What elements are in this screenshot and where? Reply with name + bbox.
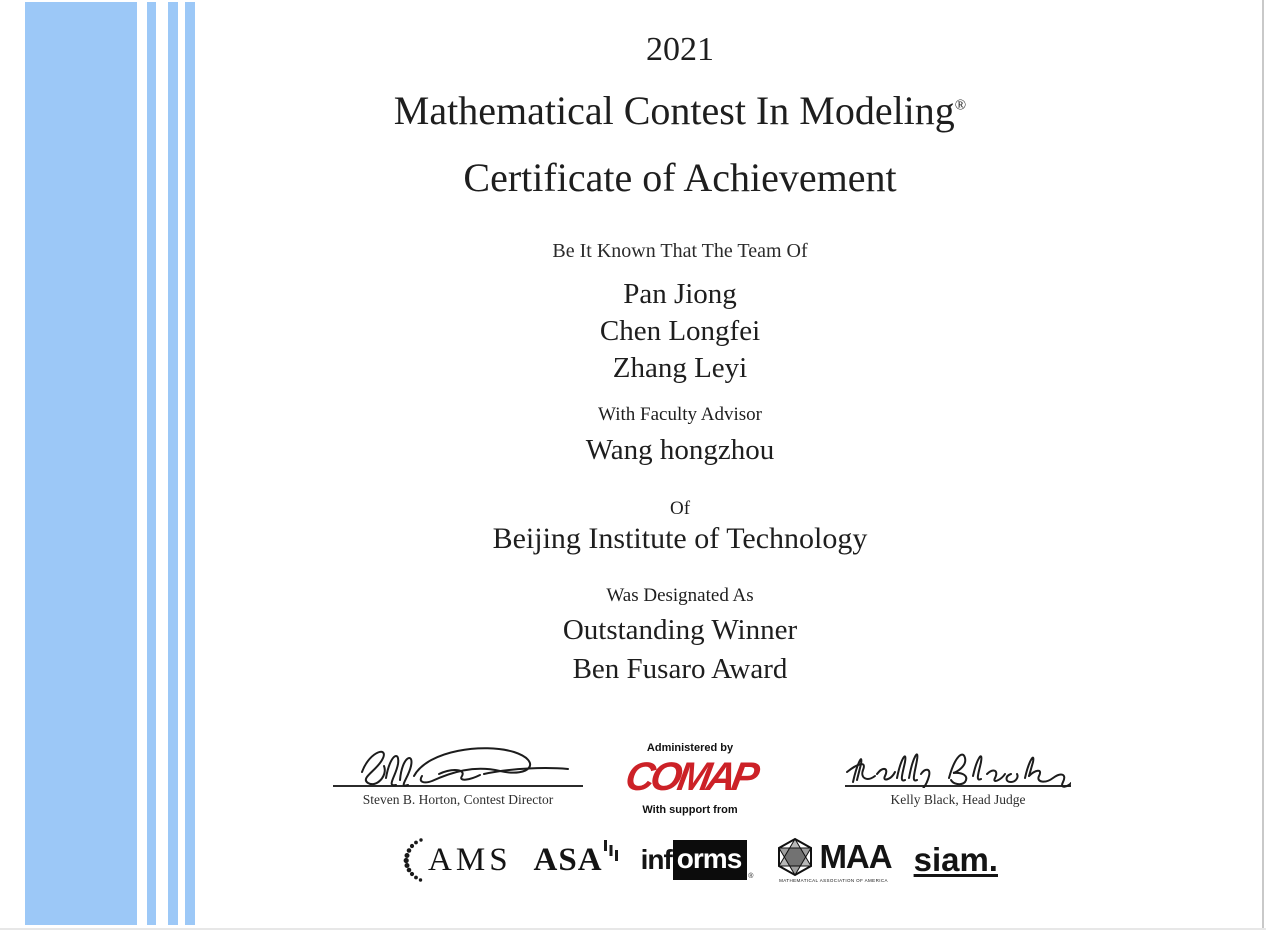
comap-logo: COMAP — [621, 755, 759, 799]
team-member-2: Chen Longfei — [599, 315, 761, 347]
head-judge-signature-block — [845, 742, 1071, 808]
certificate-title — [200, 90, 1160, 132]
page-right-edge — [1262, 0, 1264, 930]
asa-logo-text: ASA — [533, 841, 603, 878]
ams-arc-icon — [402, 836, 426, 884]
advisor-label: With Faculty Advisor — [598, 404, 762, 425]
maa-logo-small-text: MATHEMATICAL ASSOCIATION OF AMERICA — [779, 878, 888, 883]
maa-logo — [775, 837, 891, 883]
informs-registered-mark: ® — [748, 873, 754, 880]
team-member-1: Pan Jiong — [623, 278, 737, 310]
informs-logo-box: orms — [673, 840, 747, 880]
maa-logo-top — [775, 837, 891, 877]
administered-by-block — [606, 742, 774, 816]
designation-title: Outstanding Winner — [562, 614, 798, 646]
advisor-name: Wang hongzhou — [585, 434, 775, 466]
informs-logo-text-prefix: inf — [640, 844, 672, 875]
head-judge-name: Kelly Black, Head Judge — [890, 792, 1026, 807]
award-title: Ben Fusaro Award — [572, 653, 788, 685]
contest-director-signature-line — [333, 785, 583, 787]
contest-director-signature-block — [333, 738, 583, 808]
informs-logo — [641, 840, 754, 880]
designation-label: Was Designated As — [606, 585, 754, 606]
head-judge-signature-icon — [845, 742, 1071, 788]
of-label: Of — [669, 498, 691, 519]
support-label: With support from — [642, 804, 738, 816]
contest-director-signature-icon — [334, 738, 582, 788]
contest-director-name: Steven B. Horton, Contest Director — [362, 792, 554, 807]
left-border-stripe-thin-2 — [168, 2, 178, 925]
asa-ticks-icon — [604, 840, 619, 866]
maa-logo-text: MAA — [819, 838, 892, 875]
certificate-year: 2021 — [646, 31, 714, 68]
intro-line: Be It Known That The Team Of — [552, 240, 808, 262]
certificate-title-text: Mathematical Contest In Modeling — [393, 88, 955, 133]
siam-logo — [914, 841, 998, 879]
team-member-3: Zhang Leyi — [612, 352, 748, 384]
left-border-stripe-wide — [25, 2, 137, 925]
left-border-stripe-thin-1 — [147, 2, 156, 925]
certificate-subtitle: Certificate of Achievement — [463, 155, 897, 200]
left-border-stripe-thin-3 — [185, 2, 195, 925]
asa-logo — [534, 842, 619, 879]
sponsor-logos-row — [240, 833, 1160, 887]
registered-trademark-mark: ® — [954, 97, 967, 114]
siam-logo-text: siam. — [913, 841, 998, 878]
head-judge-signature-line — [845, 785, 1071, 787]
institution-name: Beijing Institute of Technology — [492, 522, 868, 555]
maa-polyhedron-icon — [775, 837, 815, 877]
administered-by-label: Administered by — [646, 742, 734, 754]
ams-logo-text: AMS — [428, 841, 512, 878]
ams-logo — [402, 836, 512, 884]
